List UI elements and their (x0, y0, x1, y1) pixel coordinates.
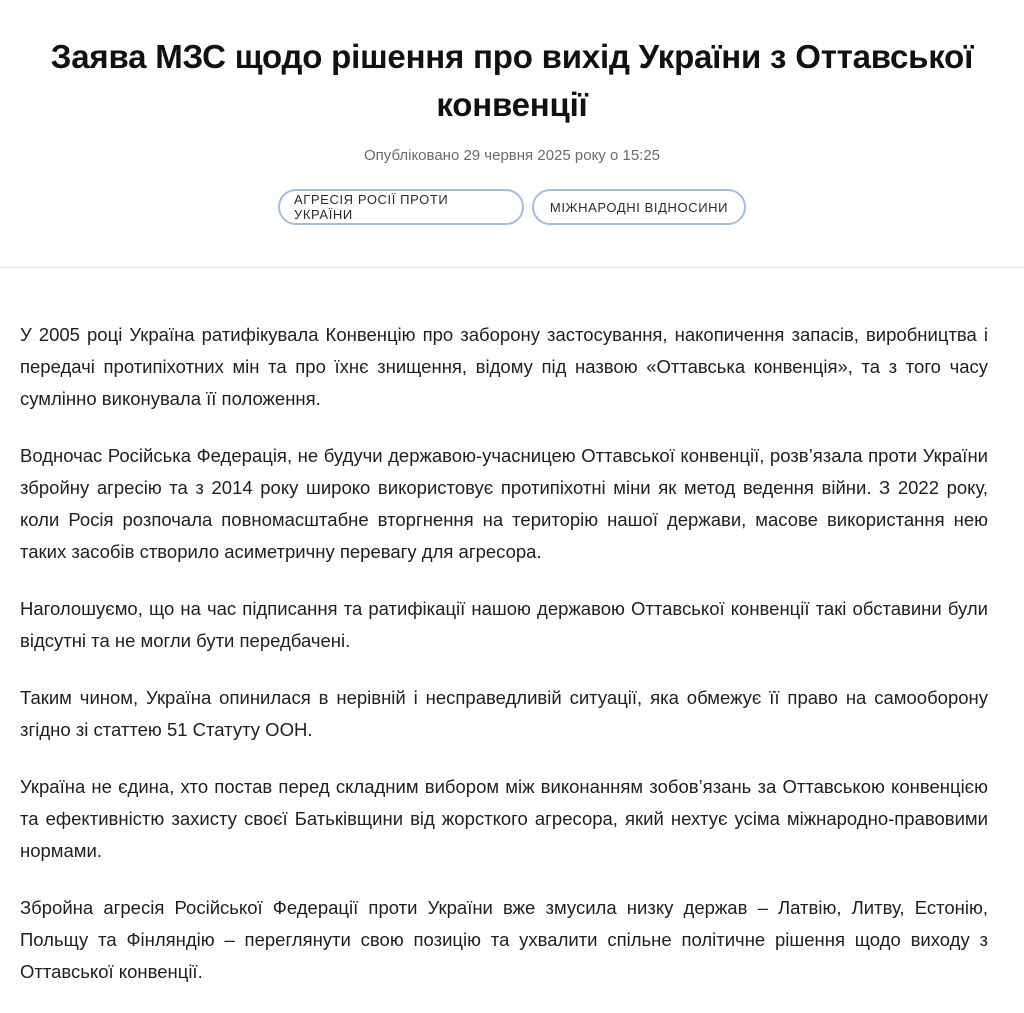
article-header (0, 0, 1024, 268)
article-body (20, 319, 988, 1013)
article-paragraph: У 2005 році Україна ратифікувала Конвенцію про заборону застосування, накопичення запасів, виробництва і передачі протипіхотних мін та про їхнє знищення, відому під назвою «Оттавська конвенція», та з того часу сумлінно виконувала її положення. (20, 324, 988, 409)
tag-list (0, 189, 1024, 225)
article-paragraph: Водночас Російська Федерація, не будучи державою-учасницею Оттавської конвенції, розв’язала проти України збройну агресію та з 2014 року широко використовує протипіхотні міни як метод ведення війни. З 2022 року, коли Росія розпочала повномасштабне вторгнення на територію нашої держави, масове використання нею таких засобів створило асиметричну перевагу для агресора. (20, 445, 988, 562)
published-date: Опубліковано 29 червня 2025 року о 15:25 (363, 147, 661, 164)
article-paragraph: Наголошуємо, що на час підписання та ратифікації нашою державою Оттавської конвенції такі обставини були відсутні та не могли бути передбачені. (20, 598, 988, 651)
tag-russian-aggression[interactable]: АГРЕСІЯ РОСІЇ ПРОТИ УКРАЇНИ (278, 189, 524, 225)
page-title: Заява МЗС щодо рішення про вихід України з Оттавської конвенції (50, 38, 974, 123)
article-paragraph: Збройна агресія Російської Федерації проти України вже змусила низку держав – Латвію, Литву, Естонію, Польщу та Фінляндію – переглянути свою позицію та ухвалити спільне політичне рішення щодо виходу з Оттавської конвенції. (20, 897, 988, 982)
article-paragraph: Таким чином, Україна опинилася в нерівній і несправедливій ситуації, яка обмежує її право на самооборону згідно зі статтею 51 Статуту ООН. (20, 687, 988, 740)
article-paragraph: Україна не єдина, хто постав перед складним вибором між виконанням зобов’язань за Оттавською конвенцією та ефективністю захисту своєї Батьківщини від жорсткого агресора, який нехтує усіма міжнародно-правовими нормами. (20, 776, 988, 861)
tag-international-relations[interactable]: МІЖНАРОДНІ ВІДНОСИНИ (532, 189, 746, 225)
